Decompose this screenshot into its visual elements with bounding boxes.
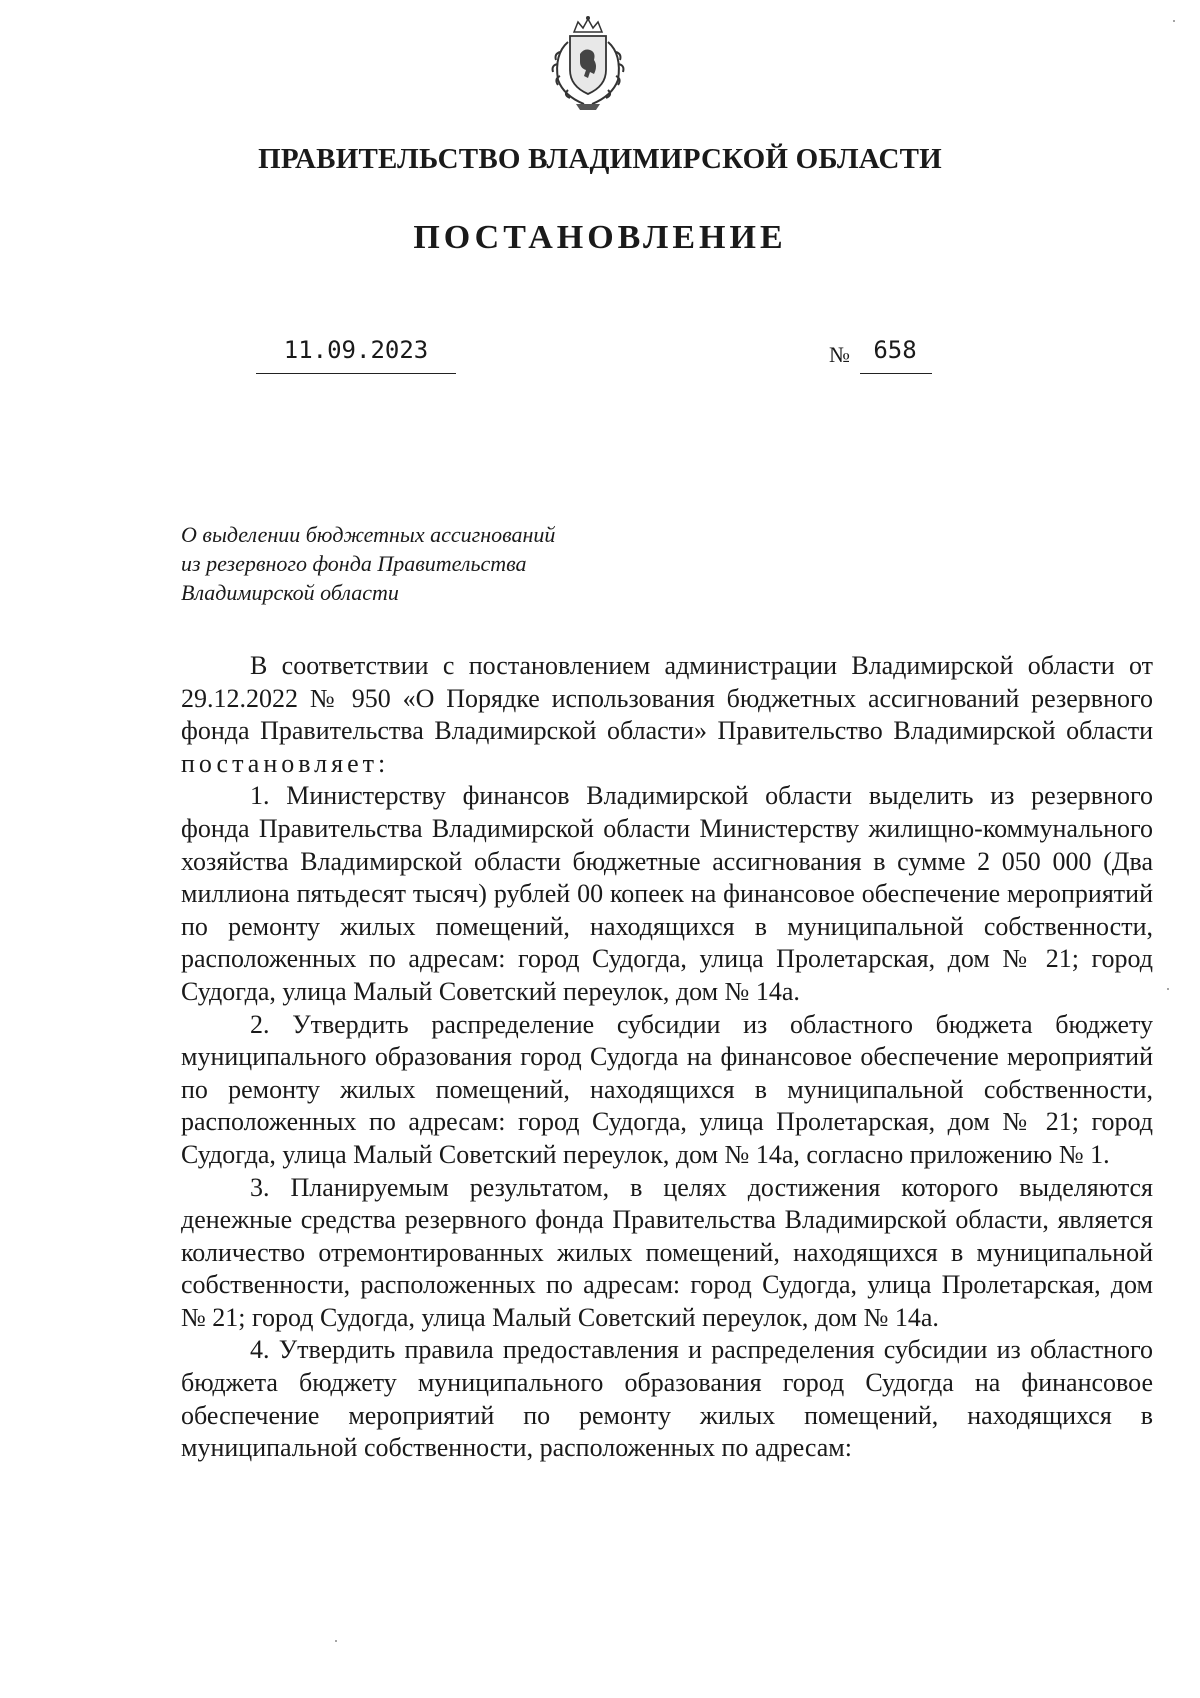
scan-speck	[1173, 20, 1175, 22]
preamble-paragraph	[181, 650, 1153, 780]
paragraph-4: 4. Утвердить правила предоставления и распределения субсидии из областного бюджета бюджету муниципального образования город Судогда на финансовое обеспечение мероприятий по ремонту жилых помещений, находящихся в муниципальной собственности, расположенных по адресам:	[181, 1335, 1153, 1463]
document-subject	[181, 520, 661, 607]
coat-of-arms-icon	[540, 14, 636, 114]
number-label: №	[829, 342, 850, 367]
decree-word: постановляет	[181, 748, 379, 778]
scan-speck	[335, 1640, 337, 1642]
preamble-colon: :	[378, 748, 386, 778]
subject-line: из резервного фонда Правительства	[181, 551, 527, 576]
scan-speck	[1167, 988, 1169, 990]
document-number: 658	[873, 336, 917, 364]
date-underline	[256, 373, 456, 374]
document-body	[181, 650, 1153, 1465]
document-date: 11.09.2023	[283, 336, 429, 364]
document-type: ПОСТАНОВЛЕНИЕ	[413, 219, 787, 256]
subject-line: О выделении бюджетных ассигнований	[181, 522, 556, 547]
paragraph-2: 2. Утвердить распределение субсидии из областного бюджета бюджету муниципального образования город Судогда на финансовое обеспечение мероприятий по ремонту жилых помещений, находящихся в муниципальной собственности, расположенных по адресам: город Судогда, улица Пролетарская, дом № 21; город Судогда, улица Малый Советский переулок, дом № 14а, согласно приложению № 1.	[181, 1009, 1153, 1169]
paragraph-1: 1. Министерству финансов Владимирской области выделить из резервного фонда Правительства Владимирской области Министерству жилищно-коммунального хозяйства Владимирской области бюджетные ассигнования в сумме 2 050 000 (Два миллиона пятьдесят тысяч) рублей 00 копеек на финансовое обеспечение мероприятий по ремонту жилых помещений, находящихся в муниципальной собственности, расположенных по адресам: город Судогда, улица Пролетарская, дом № 21; город Судогда, улица Малый Советский переулок, дом № 14а.	[181, 781, 1153, 1006]
subject-line: Владимирской области	[181, 580, 399, 605]
preamble-text: В соответствии с постановлением администрации Владимирской области от 29.12.2022 № 950 «О Порядке использования бюджетных ассигнований резервного фонда Правительства Владимирской области» Правительство Владимирской области	[181, 651, 1153, 746]
paragraph-3: 3. Планируемым результатом, в целях достижения которого выделяются денежные средства резервного фонда Правительства Владимирской области, является количество отремонтированных жилых помещений, находящихся в муниципальной собственности, расположенных по адресам: город Судогда, улица Пролетарская, дом № 21; город Судогда, улица Малый Советский переулок, дом № 14а.	[181, 1172, 1153, 1332]
number-underline	[860, 373, 932, 374]
government-title: ПРАВИТЕЛЬСТВО ВЛАДИМИРСКОЙ ОБЛАСТИ	[258, 143, 942, 175]
